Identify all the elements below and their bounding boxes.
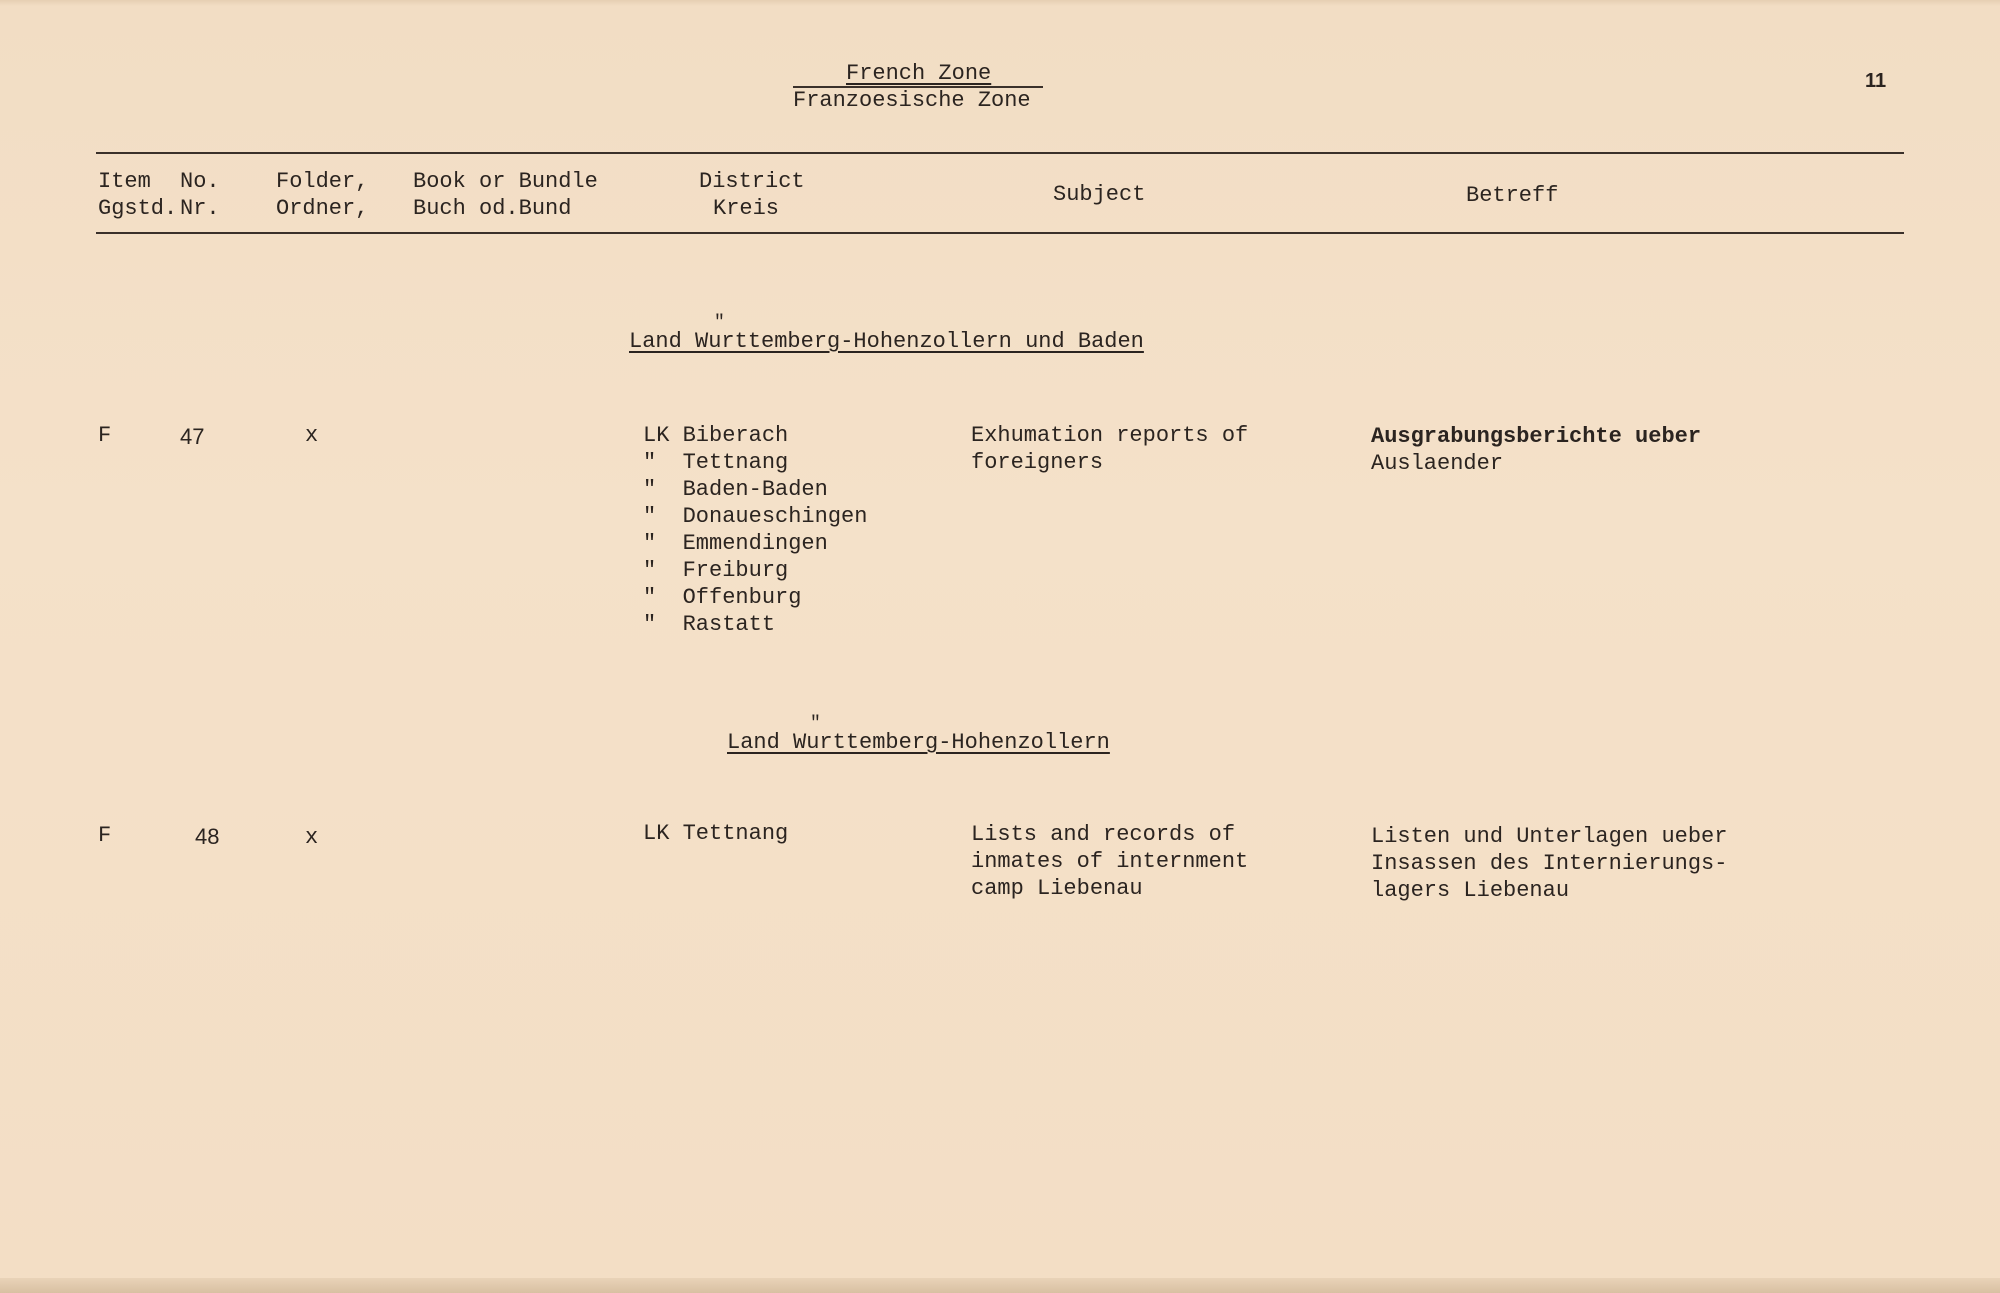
district-line: " Offenburg [643,585,802,610]
entry-48-subject-line: inmates of internment [971,849,1249,874]
entry-47-folder: x [305,423,319,448]
title-underline [793,86,1043,88]
title-german: Franzoesische Zone [793,88,1031,113]
entry-48-betreff-line: Listen und Unterlagen ueber [1371,824,1728,849]
district-line: " Freiburg [643,558,789,583]
col-no-de: Nr. [180,196,220,221]
entry-48-item: F [98,823,112,848]
entry-47-subject-line: Exhumation reports of [971,423,1249,448]
entry-48-no: 48 [195,824,220,849]
header-bottom-rule [96,232,1904,234]
col-book-de: Buch od.Bund [413,196,572,221]
entry-48-folder: x [305,825,319,850]
district-line: " Donaueschingen [643,504,868,529]
col-folder: Folder, [276,169,369,194]
district-line: " Tettnang [643,450,789,475]
col-book: Book or Bundle [413,169,598,194]
page-top-edge [0,0,2000,6]
col-district: District [699,169,805,194]
page-bottom-edge [0,1278,2000,1293]
entry-47-betreff-line: Auslaender [1371,451,1504,476]
col-betreff: Betreff [1466,183,1559,208]
col-no: No. [180,169,220,194]
section-1-umlaut: " [714,313,725,333]
section-2-umlaut: " [810,714,821,734]
col-folder-de: Ordner, [276,196,369,221]
col-district-de: Kreis [713,196,780,221]
entry-48-betreff-line: lagers Liebenau [1371,878,1570,903]
entry-48-subject-line: Lists and records of [971,822,1236,847]
district-line: LK Biberach [643,423,789,448]
entry-48-district: LK Tettnang [643,821,789,846]
section-2-title: Land Wurttemberg-Hohenzollern [727,730,1110,755]
district-line: " Baden-Baden [643,477,828,502]
col-item: Item [98,169,151,194]
entry-48-betreff-line: Insassen des Internierungs- [1371,851,1728,876]
district-line: " Emmendingen [643,531,828,556]
entry-48-subject-line: camp Liebenau [971,876,1143,901]
page-number: 11 [1865,70,1887,92]
district-line: " Rastatt [643,612,776,637]
title-english: French Zone [846,61,992,86]
entry-47-betreff-line: Ausgrabungsberichte ueber [1371,424,1702,449]
col-item-de: Ggstd. [98,196,178,221]
entry-47-no: 47 [180,424,205,449]
header-top-rule [96,152,1904,154]
col-subject: Subject [1053,182,1146,207]
entry-47-subject-line: foreigners [971,450,1104,475]
entry-47-item: F [98,423,112,448]
section-1-title: Land Wurttemberg-Hohenzollern und Baden [629,329,1144,354]
